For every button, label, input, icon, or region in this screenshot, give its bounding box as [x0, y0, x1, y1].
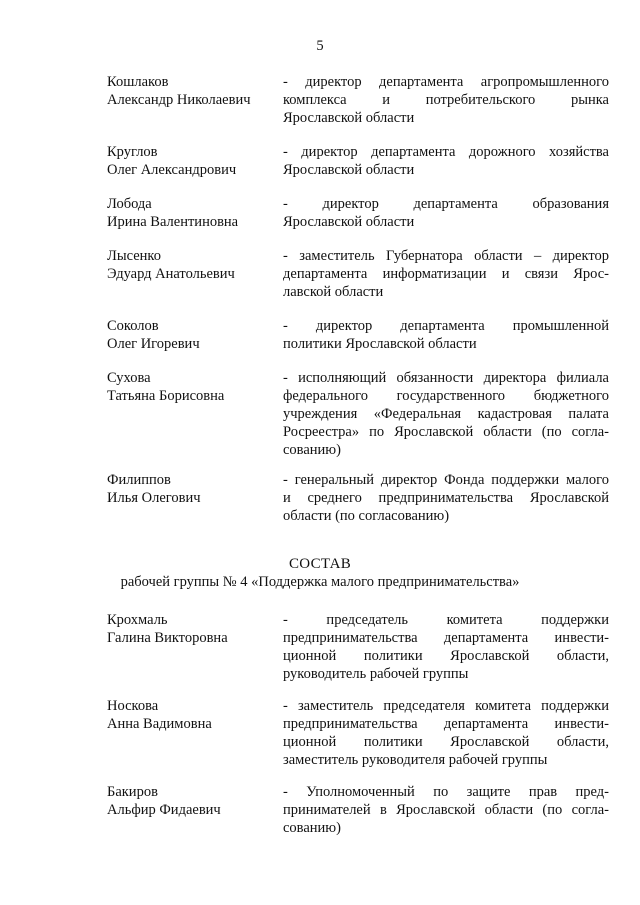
- position-line: предпринимательства департамента инвести-: [283, 716, 609, 732]
- member-name: [107, 247, 277, 283]
- position-line: политики Ярославской области: [283, 336, 477, 352]
- position-line: Росреестра» по Ярославской области (по согла-: [283, 424, 609, 440]
- member-position: [283, 317, 609, 353]
- member-given-names: Эдуард Анатольевич: [107, 266, 235, 282]
- position-line: руководитель рабочей группы: [283, 666, 469, 682]
- member-surname: Филиппов: [107, 472, 171, 488]
- member-name: [107, 471, 277, 507]
- position-line: области (по согласованию): [283, 508, 450, 524]
- position-line: - Уполномоченный по защите прав пред-: [283, 784, 609, 800]
- position-line: учреждения «Федеральная кадастровая палата: [283, 406, 609, 422]
- position-line: предпринимательства департамента инвести-: [283, 630, 609, 646]
- section-subtitle: рабочей группы № 4 «Поддержка малого предпринимательства»: [120, 574, 520, 590]
- section-title: СОСТАВ: [288, 556, 352, 572]
- member-position: [283, 247, 609, 301]
- member-position: [283, 471, 609, 525]
- section-heading: [0, 555, 640, 591]
- member-position: [283, 611, 609, 683]
- position-line: Ярославской области: [283, 214, 415, 230]
- member-given-names: Анна Вадимовна: [107, 716, 212, 732]
- member-position: [283, 195, 609, 231]
- member-name: [107, 195, 277, 231]
- member-name: [107, 611, 277, 647]
- position-line: федерального государственного бюджетного: [283, 388, 609, 404]
- position-line: - директор департамента дорожного хозяйства: [283, 144, 609, 160]
- position-line: сованию): [283, 820, 341, 836]
- position-line: комплекса и потребительского рынка: [283, 92, 609, 108]
- position-line: принимателей в Ярославской области (по согла-: [283, 802, 609, 818]
- member-position: [283, 73, 609, 127]
- member-name: [107, 697, 277, 733]
- position-line: - исполняющий обязанности директора филиала: [283, 370, 609, 386]
- position-line: - заместитель Губернатора области – директор: [283, 248, 609, 264]
- position-line: - председатель комитета поддержки: [283, 612, 609, 628]
- position-line: ционной политики Ярославской области,: [283, 648, 609, 664]
- member-given-names: Татьяна Борисовна: [107, 388, 225, 404]
- member-surname: Круглов: [107, 144, 158, 160]
- member-surname: Носкова: [107, 698, 159, 714]
- member-position: [283, 369, 609, 459]
- member-position: [283, 697, 609, 769]
- position-line: - директор департамента агропромышленного: [283, 74, 609, 90]
- member-name: [107, 143, 277, 179]
- page-number: 5: [316, 38, 324, 54]
- position-line: Ярославской области: [283, 162, 415, 178]
- position-line: заместитель руководителя рабочей группы: [283, 752, 548, 768]
- position-line: и среднего предпринимательства Ярославской: [283, 490, 609, 506]
- position-line: - заместитель председателя комитета поддержки: [283, 698, 609, 714]
- position-line: - генеральный директор Фонда поддержки малого: [283, 472, 609, 488]
- position-line: лавской области: [283, 284, 384, 300]
- position-line: ционной политики Ярославской области,: [283, 734, 609, 750]
- member-name: [107, 369, 277, 405]
- member-name: [107, 317, 277, 353]
- member-surname: Лобода: [107, 196, 152, 212]
- member-given-names: Олег Александрович: [107, 162, 237, 178]
- member-name: [107, 73, 277, 109]
- member-given-names: Олег Игоревич: [107, 336, 200, 352]
- member-given-names: Александр Николаевич: [107, 92, 251, 108]
- member-surname: Кошлаков: [107, 74, 169, 90]
- position-line: - директор департамента промышленной: [283, 318, 609, 334]
- member-surname: Соколов: [107, 318, 159, 334]
- member-given-names: Галина Викторовна: [107, 630, 228, 646]
- member-given-names: Альфир Фидаевич: [107, 802, 221, 818]
- member-surname: Крохмаль: [107, 612, 168, 628]
- position-line: Ярославской области: [283, 110, 415, 126]
- member-name: [107, 783, 277, 819]
- member-surname: Бакиров: [107, 784, 158, 800]
- member-surname: Сухова: [107, 370, 151, 386]
- member-given-names: Илья Олегович: [107, 490, 201, 506]
- member-given-names: Ирина Валентиновна: [107, 214, 239, 230]
- member-position: [283, 783, 609, 837]
- member-position: [283, 143, 609, 179]
- position-line: департамента информатизации и связи Ярос-: [283, 266, 609, 282]
- position-line: сованию): [283, 442, 341, 458]
- position-line: - директор департамента образования: [283, 196, 609, 212]
- member-surname: Лысенко: [107, 248, 161, 264]
